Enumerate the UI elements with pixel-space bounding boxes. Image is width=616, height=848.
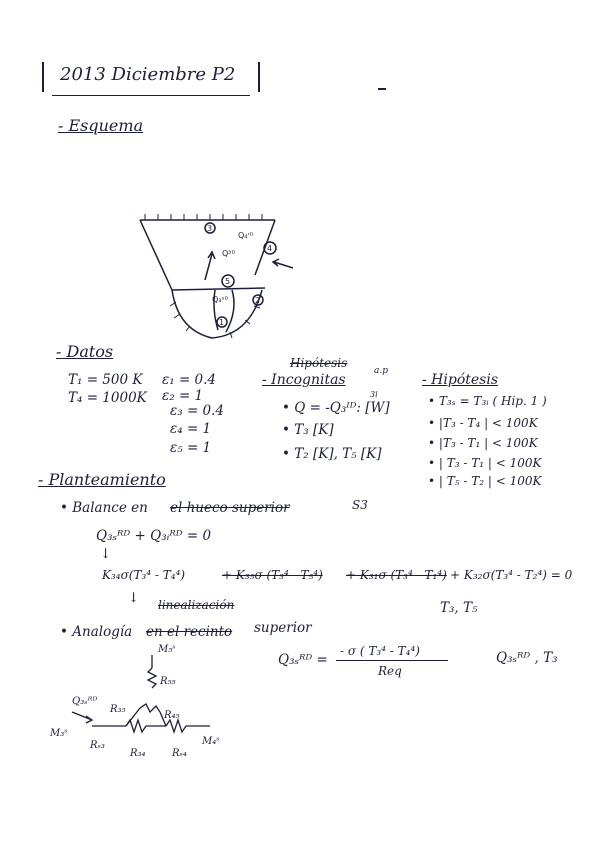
radiation-term-35: + K₃₅σ (T₃⁴ - T₅⁴) bbox=[222, 568, 323, 582]
eq3-numerator: - σ ( T₃⁴ - T₄⁴) bbox=[340, 644, 420, 658]
balance-struck: el hueco superior bbox=[170, 500, 290, 516]
incognita-t3: • T₃ [K] bbox=[282, 422, 334, 438]
dato-e1: ε₁ = 0.4 bbox=[162, 372, 217, 388]
dato-e3: ε₃ = 0.4 bbox=[170, 403, 225, 419]
eq3-lhs: Q₃ₛᴿᴰ = bbox=[278, 652, 328, 668]
eq3-denominator: Req bbox=[378, 664, 402, 678]
radiation-term-32: + K₃₂σ(T₃⁴ - T₂⁴) = 0 bbox=[450, 568, 573, 582]
q3-label: Q³ᴰ bbox=[222, 249, 236, 258]
balance-label: • Balance en bbox=[60, 500, 148, 516]
hipotesis-4: • | T₃ - T₁ | < 100K bbox=[428, 456, 542, 470]
dato-e2: ε₂ = 1 bbox=[162, 388, 204, 404]
surface-label-2: 2 bbox=[255, 296, 261, 305]
circuit-rs3: Rₛ₃ bbox=[90, 740, 105, 751]
section-planteamiento: - Planteamiento bbox=[38, 470, 166, 489]
result-t3-t5: T₃, T₅ bbox=[440, 600, 478, 616]
section-incognitas: - Incognitas bbox=[262, 372, 346, 388]
incognitas-q-sup: 3i bbox=[370, 390, 378, 399]
incognitas-sup: a.p bbox=[374, 366, 388, 376]
eq3-result: Q₃ₛᴿᴰ , T₃ bbox=[496, 650, 558, 666]
surface-label-4: 4 bbox=[267, 244, 273, 253]
surface-label-1: 1 bbox=[219, 318, 225, 327]
dato-t4: T₄ = 1000K bbox=[68, 390, 147, 406]
circuit-r34: R₃₄ bbox=[130, 748, 146, 759]
page-title: 2013 Diciembre P2 bbox=[60, 64, 236, 85]
analogia-superior: superior bbox=[254, 620, 312, 636]
dato-e5: ε₅ = 1 bbox=[170, 440, 212, 456]
radiation-term-34: K₃₄σ(T₃⁴ - T₄⁴) bbox=[102, 568, 186, 582]
linealizacion-struck: linealización bbox=[158, 598, 235, 612]
analogia-label: • Analogía bbox=[60, 624, 133, 640]
section-esquema: - Esquema bbox=[58, 116, 144, 135]
dato-e4: ε₄ = 1 bbox=[170, 421, 212, 437]
circuit-rs4: Rₛ₄ bbox=[172, 748, 187, 759]
circuit-m5: M₅ˢ bbox=[158, 644, 176, 655]
hipotesis-struck: Hipótesis bbox=[290, 356, 348, 370]
hipotesis-3: • |T₃ - T₁ | < 100K bbox=[428, 436, 538, 450]
incognita-t2-t5: • T₂ [K], T₅ [K] bbox=[282, 446, 382, 462]
circuit-r35: R₃₅ bbox=[110, 704, 126, 715]
section-hipotesis: - Hipótesis bbox=[422, 372, 499, 388]
hipotesis-1: • T₃ₛ = T₃ᵢ ( Hip. 1 ) bbox=[428, 394, 547, 408]
analogia-struck: en el recinto bbox=[146, 624, 233, 640]
balance-s3: S3 bbox=[352, 498, 368, 512]
hipotesis-2: • |T₃ - T₄ | < 100K bbox=[428, 416, 538, 430]
dato-t1: T₁ = 500 K bbox=[68, 372, 143, 388]
q4-label: Q₄ʳᴰ bbox=[238, 231, 254, 240]
circuit-m4: M₄ˢ bbox=[202, 736, 220, 747]
q3s-label: Q₃ˢᴰ bbox=[212, 295, 229, 304]
radiation-term-31: + K₃₁σ (T₃⁴ - T₁⁴) bbox=[346, 568, 447, 582]
balance-equation: Q₃ₛᴿᴰ + Q₃ᵢᴿᴰ = 0 bbox=[96, 528, 212, 544]
balance-arrow: ↓ bbox=[100, 546, 112, 562]
hipotesis-5: • | T₅ - T₂ | < 100K bbox=[428, 474, 542, 488]
circuit-m3: M₃ˢ bbox=[50, 728, 68, 739]
circuit-r45: R₄₅ bbox=[164, 710, 180, 721]
circuit-q3s: Q₃ₛᴿᴰ bbox=[72, 696, 98, 707]
surface-label-3: 3 bbox=[207, 224, 213, 233]
circuit-r55: R₅₅ bbox=[160, 676, 176, 687]
surface-label-5: 5 bbox=[225, 277, 231, 286]
incognita-q: • Q = -Q₃ᴵᴰ: [W] bbox=[282, 400, 390, 416]
section-datos: - Datos bbox=[56, 342, 114, 361]
linealizacion-arrow: ↓ bbox=[128, 590, 140, 606]
